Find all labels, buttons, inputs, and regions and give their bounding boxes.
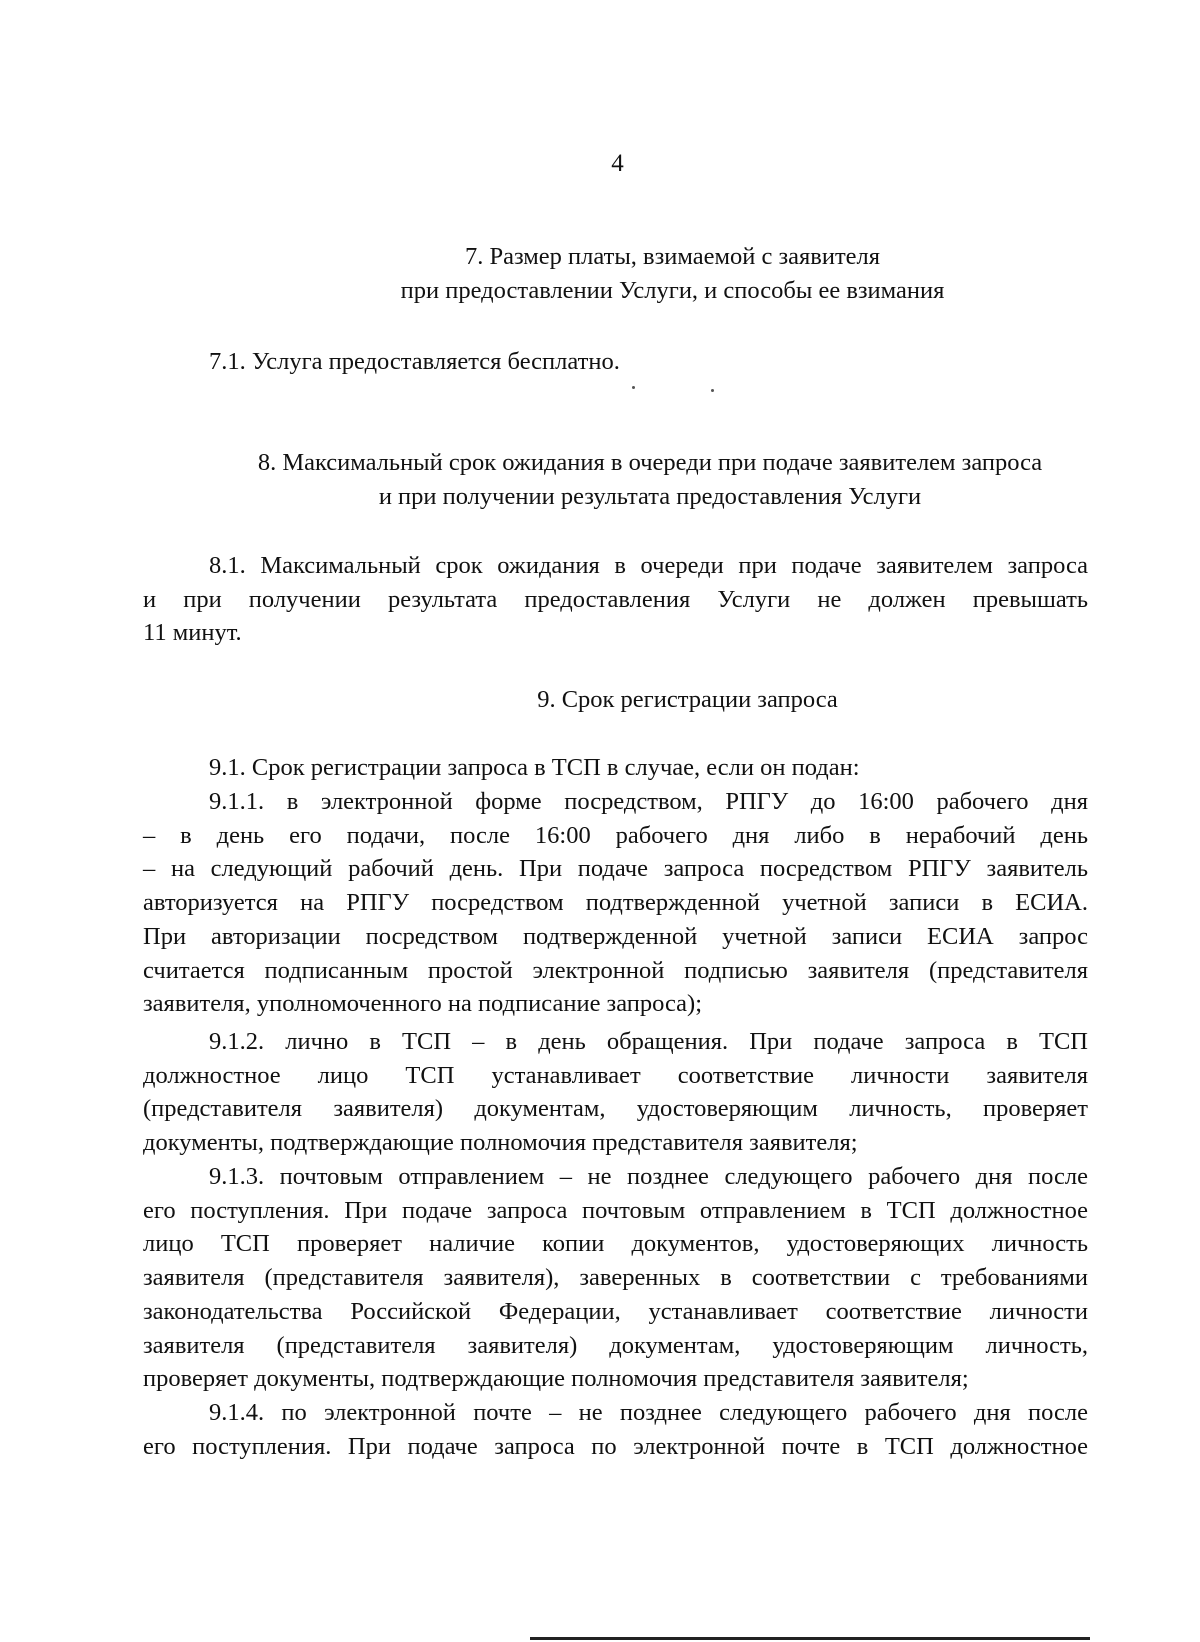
heading-line: 9. Срок регистрации запроса bbox=[537, 686, 838, 713]
heading-line: и при получении результата предоставления Услуги bbox=[378, 483, 922, 510]
paragraph-line: авторизуется на РПГУ посредством подтвержденной учетной записи в ЕСИА. bbox=[143, 889, 1088, 917]
paragraph-line: 9.1.1. в электронной форме посредством, РПГУ до 16:00 рабочего дня bbox=[209, 788, 1088, 815]
paragraph-line: и при получении результата предоставления Услуги не должен превышать bbox=[143, 585, 1088, 613]
paragraph-line: 11 минут. bbox=[143, 619, 242, 647]
section-8-heading bbox=[205, 446, 1095, 514]
paragraph-line: заявителя (представителя заявителя) документам, удостоверяющим личность, bbox=[143, 1331, 1088, 1359]
scan-edge-rule bbox=[530, 1637, 1090, 1640]
scan-speck bbox=[632, 386, 635, 389]
paragraph-line: – в день его подачи, после 16:00 рабочего дня либо в нерабочий день bbox=[143, 821, 1088, 849]
paragraph-line: проверяет документы, подтверждающие полномочия представителя заявителя; bbox=[143, 1365, 969, 1393]
paragraph-9-1-4 bbox=[143, 1396, 1088, 1463]
paragraph-9-1-1 bbox=[143, 785, 1088, 1021]
paragraph-line: 9.1.2. лично в ТСП – в день обращения. При подаче запроса в ТСП bbox=[209, 1028, 1088, 1055]
paragraph-line: заявителя (представителя заявителя), заверенных в соответствии с требованиями bbox=[143, 1264, 1088, 1292]
heading-line: при предоставлении Услуги, и способы ее взимания bbox=[400, 277, 945, 304]
paragraph-line: 8.1. Максимальный срок ожидания в очереди при подаче заявителем запроса bbox=[209, 552, 1088, 579]
paragraph-line: законодательства Российской Федерации, устанавливает соответствие личности bbox=[143, 1297, 1088, 1325]
paragraph-line: его поступления. При подаче запроса почтовым отправлением в ТСП должностное bbox=[143, 1196, 1088, 1224]
heading-line: 8. Максимальный срок ожидания в очереди при подаче заявителем запроса bbox=[257, 449, 1043, 476]
paragraph-line: 9.1. Срок регистрации запроса в ТСП в случае, если он подан: bbox=[209, 754, 860, 781]
paragraph-line: должностное лицо ТСП устанавливает соответствие личности заявителя bbox=[143, 1061, 1088, 1089]
paragraph-line: лицо ТСП проверяет наличие копии документов, удостоверяющих личность bbox=[143, 1230, 1088, 1258]
paragraph-9-1-3 bbox=[143, 1160, 1088, 1396]
paragraph-line: При авторизации посредством подтвержденной учетной записи ЕСИА запрос bbox=[143, 922, 1088, 950]
paragraph-8-1 bbox=[143, 549, 1088, 650]
paragraph-9-1 bbox=[143, 751, 1088, 785]
paragraph-line: 9.1.4. по электронной почте – не позднее следующего рабочего дня после bbox=[209, 1399, 1088, 1426]
paragraph-line: – на следующий рабочий день. При подаче запроса посредством РПГУ заявитель bbox=[143, 855, 1088, 883]
paragraph-line: считается подписанным простой электронной подписью заявителя (представителя bbox=[143, 956, 1088, 984]
paragraph-7-1 bbox=[143, 345, 1088, 379]
paragraph-9-1-2 bbox=[143, 1025, 1088, 1160]
paragraph-line: 9.1.3. почтовым отправлением – не позднее следующего рабочего дня после bbox=[209, 1163, 1088, 1190]
section-9-heading bbox=[400, 683, 975, 717]
page-number: 4 bbox=[611, 150, 624, 177]
section-7-heading bbox=[250, 240, 1095, 308]
heading-line: 7. Размер платы, взимаемой с заявителя bbox=[464, 243, 881, 270]
paragraph-line: (представителя заявителя) документам, удостоверяющим личность, проверяет bbox=[143, 1095, 1088, 1123]
paragraph-line: документы, подтверждающие полномочия представителя заявителя; bbox=[143, 1129, 858, 1157]
paragraph-line: заявителя, уполномоченного на подписание запроса); bbox=[143, 990, 703, 1018]
scan-speck bbox=[711, 389, 714, 392]
paragraph-line: 7.1. Услуга предоставляется бесплатно. bbox=[209, 348, 620, 375]
paragraph-line: его поступления. При подаче запроса по электронной почте в ТСП должностное bbox=[143, 1432, 1088, 1460]
